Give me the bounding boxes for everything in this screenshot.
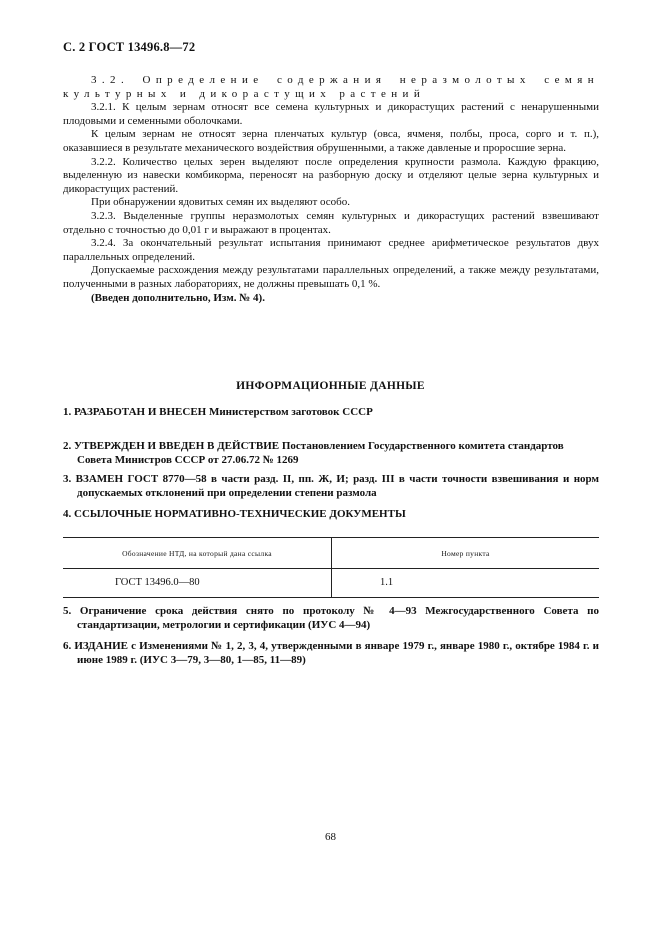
paragraph-3-2-1: 3.2.1. К целым зернам относят все семена культурных и дикорастущих растений с ненарушенными плодовыми и семенными оболочками. — [63, 101, 599, 127]
info-item-4: 4. ССЫЛОЧНЫЕ НОРМАТИВНО-ТЕХНИЧЕСКИЕ ДОКУМЕНТЫ — [63, 508, 406, 520]
amendment-note: (Введен дополнительно, Изм. № 4). — [91, 291, 265, 304]
paragraph-3-2-4: 3.2.4. За окончательный результат испытания принимают среднее арифметическое результатов двух параллельных определений. — [63, 237, 599, 263]
info-item-2-line-1: 2. УТВЕРЖДЕН И ВВЕДЕН В ДЕЙСТВИЕ Постановлением Государственного комитета стандартов — [63, 440, 564, 452]
paragraph-toxic-seeds: При обнаружении ядовитых семян их выделяют особо. — [91, 196, 351, 209]
table-header-divider — [63, 568, 599, 569]
paragraph-3-2-3: 3.2.3. Выделенные группы неразмолотых семян культурных и дикорастущих растений взвешивают отдельно с точностью до 0,01 г и выражают в процентах. — [63, 209, 599, 236]
table-header-item-number: Номер пункта — [441, 549, 490, 558]
page-header: С. 2 ГОСТ 13496.8—72 — [63, 40, 196, 54]
section-heading-3-2: 3.2. Определение содержания неразмолотых семян культурных и дикорастущих растений — [63, 74, 599, 100]
info-item-2-line-2: Совета Министров СССР от 27.06.72 № 1269 — [77, 453, 299, 466]
info-item-2 — [63, 440, 599, 468]
paragraph-tolerances: Допускаемые расхождения между результатами параллельных определений, а также между результатами, полученными в разных лабораториях, не должны превышать 0,1 %. — [63, 264, 599, 290]
body-text — [63, 74, 599, 305]
page-number: 68 — [325, 831, 336, 843]
info-item-1: 1. РАЗРАБОТАН И ВНЕСЕН Министерством заготовок СССР — [63, 406, 373, 418]
paragraph-3-2-2: 3.2.2. Количество целых зерен выделяют после определения крупности размола. Каждую фракцию, выделенную из навески комбикорма, переносят на разборную доску и отделяют целые зерна культурных и дикорастущих растений. — [63, 155, 599, 195]
paragraph-whole-grains-exclusion: К целым зернам не относят зерна пленчатых культур (овса, ячменя, полбы, проса, сорго и т. п.), оказавшиеся в результате механического воздействия обрушенными, а также давленые и проросшие зерна. — [63, 128, 599, 154]
table-cell-item-number: 1.1 — [380, 577, 394, 588]
info-item-5: 5. Ограничение срока действия снято по протоколу № 4—93 Межгосударственного Совета по стандартизации, метрологии и сертификации (ИУС 4—94) — [63, 605, 599, 631]
info-section-title: ИНФОРМАЦИОННЫЕ ДАННЫЕ — [236, 380, 425, 392]
info-item-3: 3. ВЗАМЕН ГОСТ 8770—58 в части разд. II, пп. Ж, И; разд. III в части точности взвешивания и норм допускаемых отклонений при определении степени размола — [63, 473, 599, 499]
info-item-6: 6. ИЗДАНИЕ с Изменениями № 1, 2, 3, 4, утвержденными в январе 1979 г., январе 1980 г., октябре 1984 г. и июне 1989 г. (ИУС 3—79, 3—80, 1—85, 11—89) — [63, 640, 599, 666]
table-cell-document: ГОСТ 13496.0—80 — [115, 577, 200, 588]
table-header-document: Обозначение НТД, на который дана ссылка — [122, 549, 272, 558]
reference-documents-table — [63, 537, 599, 598]
